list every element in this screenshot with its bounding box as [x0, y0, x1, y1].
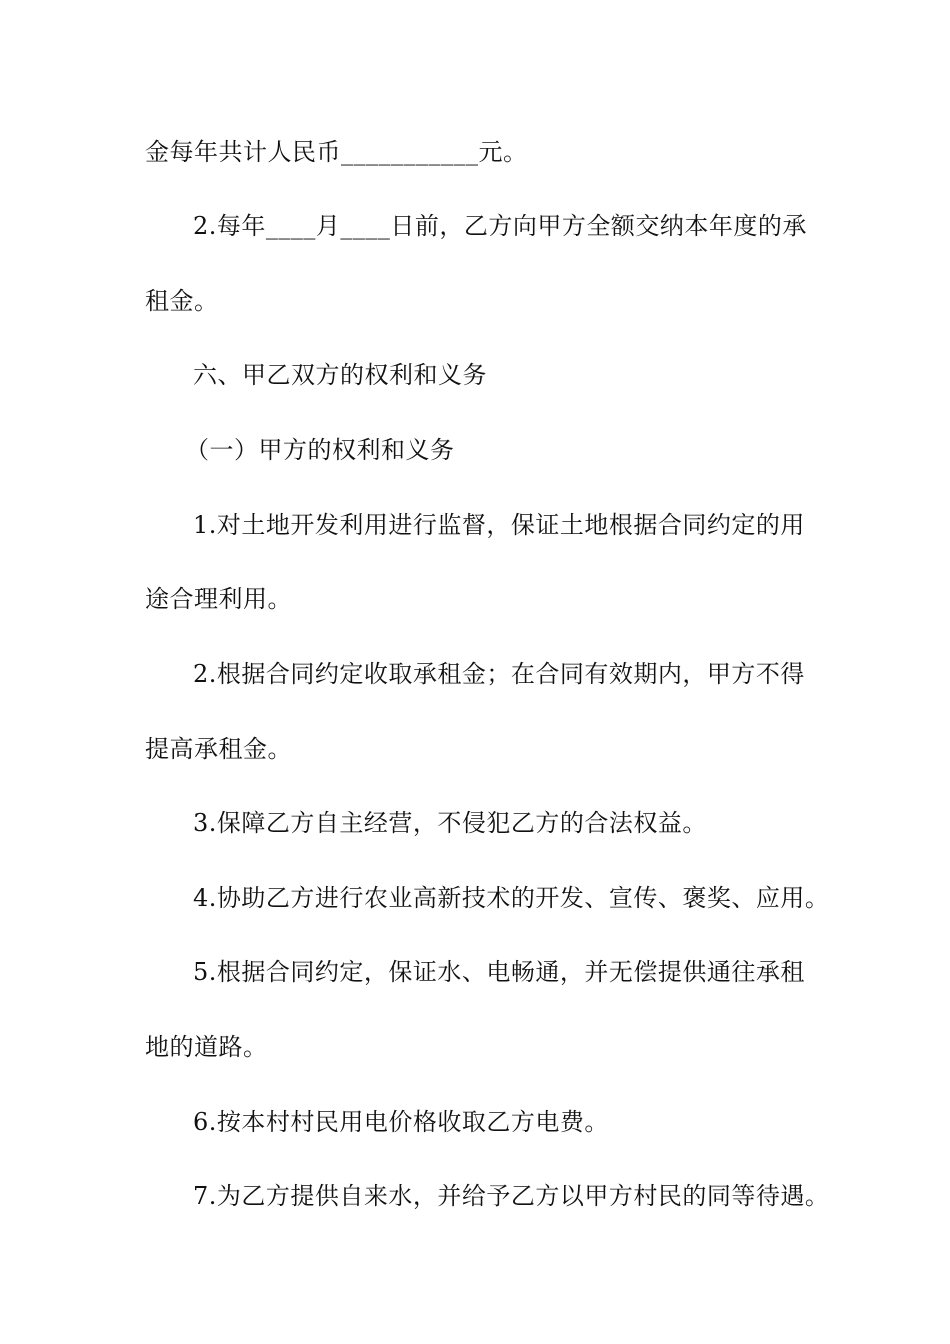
text-line: 金每年共计人民币___________元。 — [145, 138, 528, 166]
text-line: 途合理利用。 — [145, 585, 292, 613]
text-line: 7.为乙方提供自来水，并给予乙方以甲方村民的同等待遇。 — [193, 1182, 830, 1210]
text-line: 6.按本村村民用电价格收取乙方电费。 — [193, 1108, 609, 1136]
text-line: 3.保障乙方自主经营，不侵犯乙方的合法权益。 — [193, 809, 707, 837]
text-line: 提高承租金。 — [145, 735, 292, 763]
text-line: 5.根据合同约定，保证水、电畅通，并无偿提供通往承租 — [193, 958, 805, 986]
text-line: 租金。 — [145, 287, 219, 315]
text-line: 2.根据合同约定收取承租金；在合同有效期内，甲方不得 — [193, 660, 805, 688]
text-line: 1.对土地开发利用进行监督，保证土地根据合同约定的用 — [193, 511, 805, 539]
text-line: 4.协助乙方进行农业高新技术的开发、宣传、褒奖、应用。 — [193, 884, 830, 912]
text-line: 地的道路。 — [145, 1033, 268, 1061]
section-heading: 六、甲乙双方的权利和义务 — [193, 361, 487, 389]
subsection-heading: （一）甲方的权利和义务 — [185, 436, 455, 464]
text-line: 2.每年____月____日前，乙方向甲方全额交纳本年度的承 — [193, 212, 807, 240]
